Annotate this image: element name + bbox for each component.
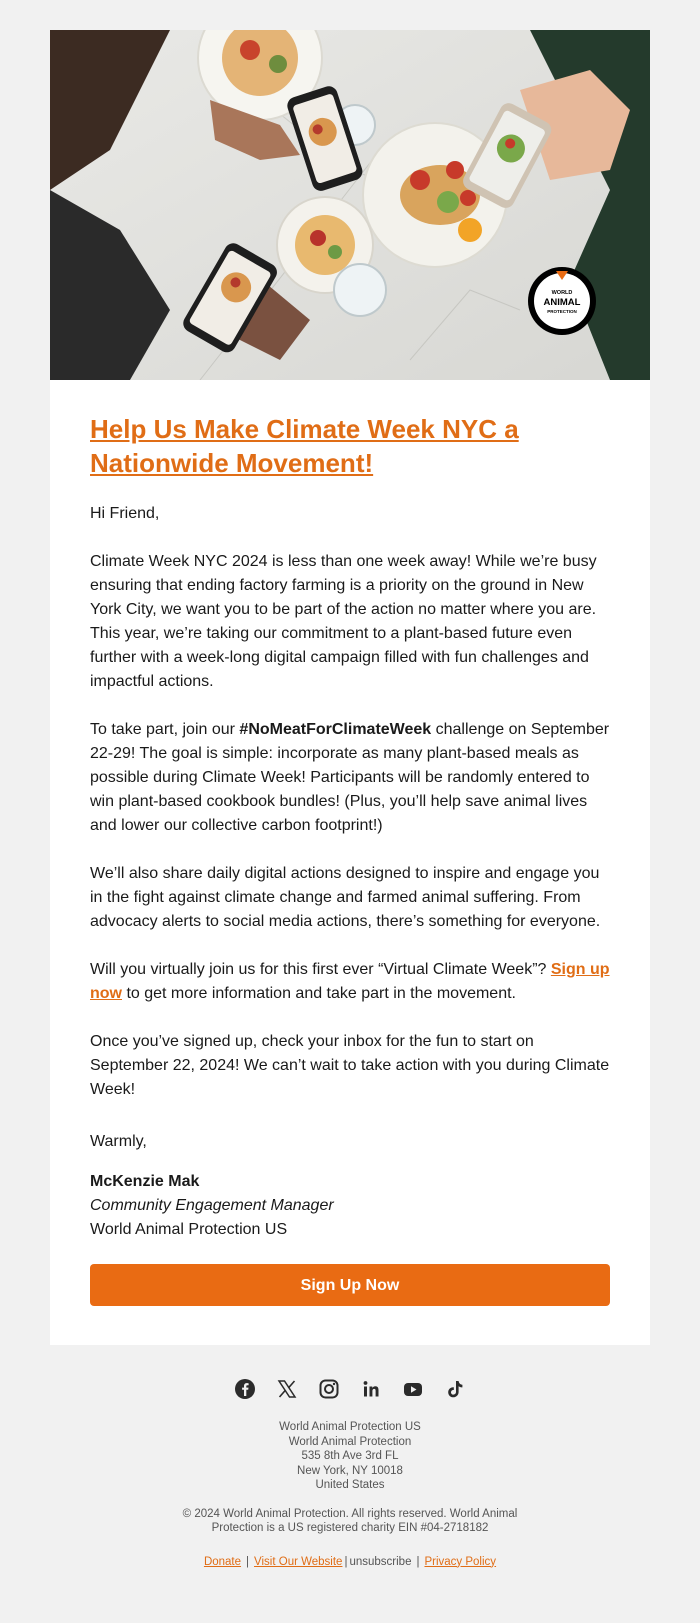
separator: |	[344, 1555, 348, 1568]
separator: |	[246, 1555, 250, 1568]
donate-link[interactable]: Donate	[203, 1555, 242, 1568]
paragraph-challenge	[90, 718, 610, 838]
signup-post: to get more information and take part in the movement.	[122, 985, 516, 1002]
footer	[0, 1378, 700, 1568]
signature-org: World Animal Protection US	[90, 1221, 288, 1238]
signature-title: Community Engagement Manager	[90, 1197, 334, 1214]
headline-link[interactable]: Help Us Make Climate Week NYC a Nationwide Movement!	[90, 414, 519, 478]
closing: Warmly,	[90, 1133, 147, 1150]
signup-pre: Will you virtually join us for this first ever “Virtual Climate Week”?	[90, 961, 551, 978]
world-animal-protection-logo	[528, 267, 596, 335]
facebook-icon[interactable]	[234, 1378, 256, 1400]
email-body	[50, 380, 650, 1306]
visit-website-link[interactable]: Visit Our Website	[254, 1555, 343, 1568]
address-line: World Animal Protection US	[279, 1421, 421, 1433]
hero-photo	[50, 30, 650, 380]
instagram-icon[interactable]	[318, 1378, 340, 1400]
paragraph-signup	[90, 958, 610, 1006]
challenge-pre: To take part, join our	[90, 721, 240, 738]
signature	[90, 1170, 610, 1242]
signature-name: McKenzie Mak	[90, 1173, 200, 1190]
logo-text-protection: PROTECTION	[547, 309, 577, 314]
address-line: New York, NY 10018	[297, 1464, 403, 1477]
footer-links	[0, 1556, 700, 1568]
challenge-post: challenge on September 22-29! The goal is simple: incorporate as many plant-based meals as possible during Climate Week! Participants will be randomly entered to win plant-based cookbook bundles! (Plus, you’ll help save animal lives and lower our collective carbon footprint!)	[90, 721, 610, 834]
separator: |	[416, 1555, 420, 1568]
linkedin-icon[interactable]	[360, 1378, 382, 1400]
logo-text-animal: ANIMAL	[543, 297, 581, 308]
unsubscribe-link[interactable]: unsubscribe	[349, 1555, 412, 1568]
address-line: United States	[315, 1479, 385, 1491]
logo-text-world: WORLD	[551, 290, 573, 296]
privacy-policy-link[interactable]: Privacy Policy	[424, 1555, 497, 1568]
hashtag: #NoMeatForClimateWeek	[239, 721, 432, 738]
hero-image	[50, 30, 650, 380]
sign-up-now-button[interactable]: Sign Up Now	[90, 1264, 610, 1306]
address-line: World Animal Protection	[288, 1435, 412, 1448]
paragraph-actions: We’ll also share daily digital actions designed to inspire and engage you in the fight against climate change and farmed animal suffering. From advocacy alerts to social media actions, there’s something for everyone.	[90, 865, 601, 930]
legal-notice	[170, 1507, 530, 1536]
x-icon[interactable]	[276, 1378, 298, 1400]
legal-text: © 2024 World Animal Protection. All rights reserved. World Animal Protection is a US registered charity EIN #04-2718182	[182, 1507, 518, 1534]
greeting: Hi Friend,	[90, 505, 160, 522]
sign-up-now-link[interactable]: Sign up now	[90, 961, 610, 1002]
email-card	[50, 30, 650, 1345]
youtube-icon[interactable]	[402, 1378, 424, 1400]
tiktok-icon[interactable]	[444, 1378, 466, 1400]
social-links	[0, 1378, 700, 1402]
paragraph-inbox: Once you’ve signed up, check your inbox for the fun to start on September 22, 2024! We can’t wait to take action with you during Climate Week!	[90, 1033, 610, 1098]
paragraph-intro: Climate Week NYC 2024 is less than one week away! While we’re busy ensuring that ending factory farming is a priority on the ground in New York City, we want you to be part of the action no matter where you are. This year, we’re taking our commitment to a plant-based future even further with a week-long digital campaign filled with fun challenges and impactful actions.	[90, 553, 597, 690]
footer-address	[0, 1420, 700, 1493]
address-line: 535 8th Ave 3rd FL	[301, 1450, 399, 1462]
